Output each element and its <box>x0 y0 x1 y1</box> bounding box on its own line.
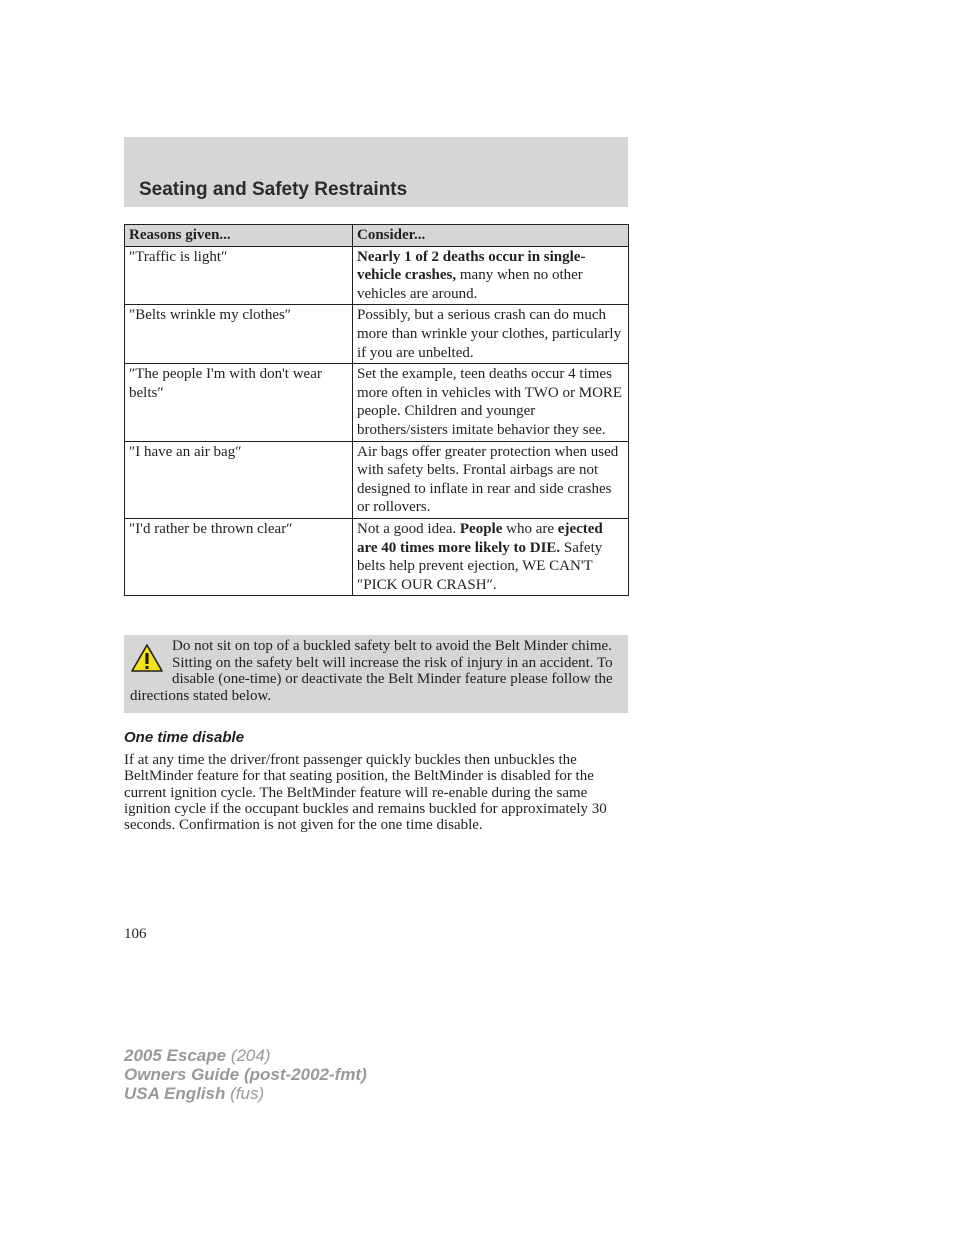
warning-box <box>124 635 628 713</box>
table-header-row <box>125 225 629 247</box>
reason-cell: ″I'd rather be thrown clear″ <box>125 518 353 595</box>
consider-text: Safety belts help prevent ejection, WE CAN'T ″PICK OUR CRASH″. <box>357 539 603 593</box>
consider-cell <box>353 246 629 305</box>
section-title: Seating and Safety Restraints <box>139 179 408 200</box>
section-header-band <box>124 137 628 207</box>
consider-text: Air bags offer greater protection when used with safety belts. Frontal airbags are not designed to inflate in rear and side crashes or rollovers. <box>357 443 619 516</box>
consider-text: Possibly, but a serious crash can do much more than wrinkle your clothes, particularly if you are unbelted. <box>357 307 622 361</box>
column-header-reasons: Reasons given... <box>125 225 353 247</box>
reasons-table <box>124 224 629 596</box>
consider-emphasis: ejected are 40 times more likely to DIE. <box>357 520 603 556</box>
reason-cell: ″Traffic is light″ <box>125 246 353 305</box>
reason-cell: ″Belts wrinkle my clothes″ <box>125 305 353 364</box>
subsection-title: One time disable <box>124 729 245 746</box>
footer-line-guide: Owners Guide (post-2002-fmt) <box>124 1065 367 1084</box>
table-row <box>125 246 629 305</box>
page-number: 106 <box>124 926 147 942</box>
consider-text: many when no other vehicles are around. <box>357 267 583 302</box>
reason-cell: ″The people I'm with don't wear belts″ <box>125 364 353 441</box>
document-footer <box>124 1046 367 1103</box>
footer-line-language: USA English (fus) <box>124 1084 265 1103</box>
subsection-body: If at any time the driver/front passenger quickly buckles then unbuckles the BeltMinder feature for that seating position, the BeltMinder is disabled for the current ignition cycle. The BeltMinder feature will re-enable during the same ignition cycle if the occupant buckles and remains buckled for approximately 30 seconds. Confirmation is not given for the one time disable. <box>124 752 607 834</box>
consider-emphasis: People <box>459 520 503 537</box>
consider-cell <box>353 518 629 595</box>
column-header-consider: Consider... <box>353 225 629 247</box>
warning-triangle-icon <box>130 643 164 673</box>
table-row <box>125 441 629 518</box>
footer-line-model: 2005 Escape (204) <box>124 1046 271 1065</box>
consider-text: Set the example, teen deaths occur 4 times more often in vehicles with TWO or MORE people. Children and younger brothers/sisters imitate behavior they see. <box>357 366 623 438</box>
consider-cell <box>353 441 629 518</box>
consider-emphasis: Nearly 1 of 2 deaths occur in single-vehicle crashes, <box>357 248 586 284</box>
consider-text: who are <box>502 520 558 537</box>
reason-cell: ″I have an air bag″ <box>125 441 353 518</box>
warning-text: Do not sit on top of a buckled safety belt to avoid the Belt Minder chime. Sitting on the safety belt will increase the risk of injury in an accident. To disable (one-time) or deactivate the Belt Minder feature please follow the directions stated below. <box>130 638 613 704</box>
table-row <box>125 364 629 441</box>
consider-cell <box>353 364 629 441</box>
consider-cell <box>353 305 629 364</box>
table-row <box>125 518 629 595</box>
consider-text: Not a good idea. <box>357 520 460 537</box>
table-row <box>125 305 629 364</box>
